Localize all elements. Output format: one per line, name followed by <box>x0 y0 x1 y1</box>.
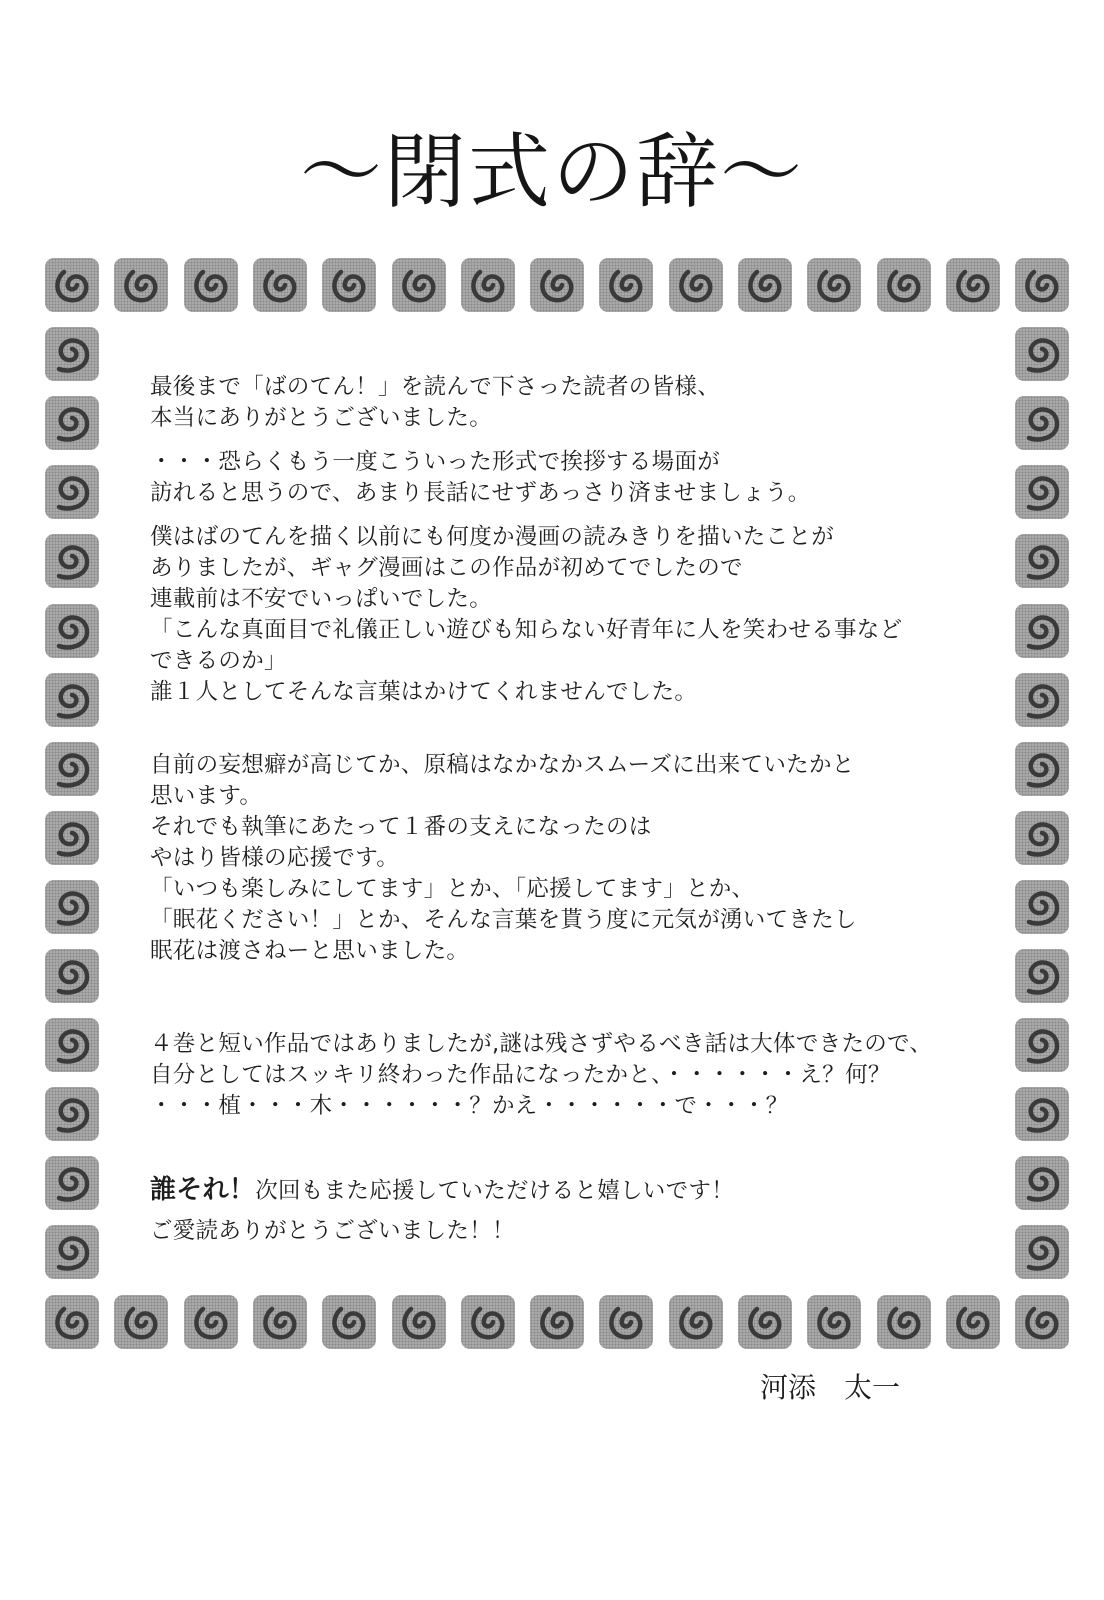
paragraph-closing <box>150 1170 1000 1251</box>
spiral-icon <box>1015 396 1069 450</box>
paragraph-intro <box>150 447 1000 509</box>
spiral-icon <box>184 258 238 312</box>
closing-message <box>150 372 1000 1251</box>
spiral-icon <box>45 1018 99 1072</box>
spiral-icon <box>461 258 515 312</box>
spiral-icon <box>946 1295 1000 1349</box>
spiral-icon <box>322 1295 376 1349</box>
spiral-icon <box>1015 1018 1069 1072</box>
spiral-icon <box>45 327 99 381</box>
spiral-icon <box>1015 673 1069 727</box>
spiral-icon <box>1015 604 1069 658</box>
spiral-icon <box>45 1295 99 1349</box>
text-line: 最後まで「ばのてん！」を読んで下さった読者の皆様、 <box>150 374 721 400</box>
spiral-icon <box>1015 811 1069 865</box>
text-line: 本当にありがとうございました。 <box>150 405 493 431</box>
paragraph-thanks <box>150 372 1000 434</box>
paragraph-support <box>150 750 1000 967</box>
page-title: ～閉式の辞～ <box>299 125 804 220</box>
spiral-icon <box>45 673 99 727</box>
paragraph-before-serial <box>150 522 1000 708</box>
spiral-icon <box>1015 949 1069 1003</box>
spiral-icon <box>946 258 1000 312</box>
spiral-icon <box>599 258 653 312</box>
text-line: 眠花は渡さねーと思いました。 <box>150 938 470 964</box>
spiral-icon <box>877 258 931 312</box>
closing-line-2: ご愛読ありがとうございました！！ <box>150 1218 515 1244</box>
paragraph-ending <box>150 1029 1000 1122</box>
text-line: 思います。 <box>150 783 263 809</box>
text-line: 自分としてはスッキリ終わった作品になったかと、・・・・・・え？何？ <box>150 1062 891 1088</box>
spiral-icon <box>1015 534 1069 588</box>
spiral-icon <box>184 1295 238 1349</box>
spiral-icon <box>1015 327 1069 381</box>
spiral-icon <box>114 258 168 312</box>
spiral-icon <box>738 258 792 312</box>
text-line: ありましたが、ギャグ漫画はこの作品が初めてでしたので <box>150 555 743 581</box>
spiral-icon <box>45 742 99 796</box>
spiral-icon <box>530 258 584 312</box>
spiral-icon <box>1015 465 1069 519</box>
text-line: 次回もまた応援していただけると嬉しいです！ <box>255 1178 735 1204</box>
text-line: やはり皆様の応援です。 <box>150 845 400 871</box>
spiral-icon <box>45 604 99 658</box>
text-line: 誰１人としてそんな言葉はかけてくれませんでした。 <box>150 679 698 705</box>
text-line: 「眠花ください！」とか、そんな言葉を貰う度に元気が湧いてきたし <box>150 907 857 933</box>
spiral-icon <box>1015 880 1069 934</box>
spiral-icon <box>1015 742 1069 796</box>
text-line: ・・・恐らくもう一度こういった形式で挨拶する場面が <box>150 449 721 475</box>
spiral-icon <box>1015 258 1069 312</box>
text-line: 「こんな真面目で礼儀正しい遊びも知らない好青年に人を笑わせる事など <box>150 617 903 643</box>
text-line: 連載前は不安でいっぱいでした。 <box>150 586 493 612</box>
spiral-icon <box>599 1295 653 1349</box>
spiral-icon <box>461 1295 515 1349</box>
spiral-icon <box>392 258 446 312</box>
spiral-icon <box>807 258 861 312</box>
spiral-icon <box>738 1295 792 1349</box>
spiral-icon <box>45 534 99 588</box>
text-line: できるのか」 <box>150 648 287 674</box>
spiral-icon <box>45 396 99 450</box>
text-line: それでも執筆にあたって１番の支えになったのは <box>150 814 652 840</box>
spiral-icon <box>1015 1087 1069 1141</box>
spiral-icon <box>114 1295 168 1349</box>
spiral-icon <box>322 258 376 312</box>
bold-lead: 誰それ！ <box>150 1175 256 1205</box>
spiral-icon <box>45 1225 99 1279</box>
spiral-icon <box>45 1087 99 1141</box>
spiral-icon <box>45 1156 99 1210</box>
spiral-icon <box>877 1295 931 1349</box>
spiral-icon <box>45 258 99 312</box>
spiral-icon <box>45 465 99 519</box>
closing-line-1 <box>150 1170 1000 1211</box>
text-line: 「いつも楽しみにしてます」とか、「応援してます」とか、 <box>150 876 755 902</box>
text-line: 自前の妄想癖が高じてか、原稿はなかなかスムーズに出来ていたかと <box>150 752 855 778</box>
text-line: 僕はばのてんを描く以前にも何度か漫画の読みきりを描いたことが <box>150 524 835 550</box>
text-line: 訪れると思うので、あまり長話にせずあっさり済ませましょう。 <box>150 480 811 506</box>
spiral-icon <box>530 1295 584 1349</box>
spiral-icon <box>1015 1156 1069 1210</box>
text-line: ４巻と短い作品ではありましたが,謎は残さずやるべき話は大体できたので、 <box>150 1031 933 1057</box>
spiral-icon <box>45 880 99 934</box>
spiral-icon <box>669 258 723 312</box>
spiral-icon <box>1015 1295 1069 1349</box>
author-signature: 河添 太一 <box>760 1371 901 1404</box>
spiral-icon <box>669 1295 723 1349</box>
spiral-icon <box>392 1295 446 1349</box>
spiral-icon <box>45 811 99 865</box>
spiral-icon <box>1015 1225 1069 1279</box>
spiral-icon <box>45 949 99 1003</box>
spiral-icon <box>807 1295 861 1349</box>
spiral-icon <box>253 258 307 312</box>
text-line: ・・・植・・・木・・・・・・？かえ・・・・・・で・・・？ <box>150 1093 789 1119</box>
spiral-icon <box>253 1295 307 1349</box>
